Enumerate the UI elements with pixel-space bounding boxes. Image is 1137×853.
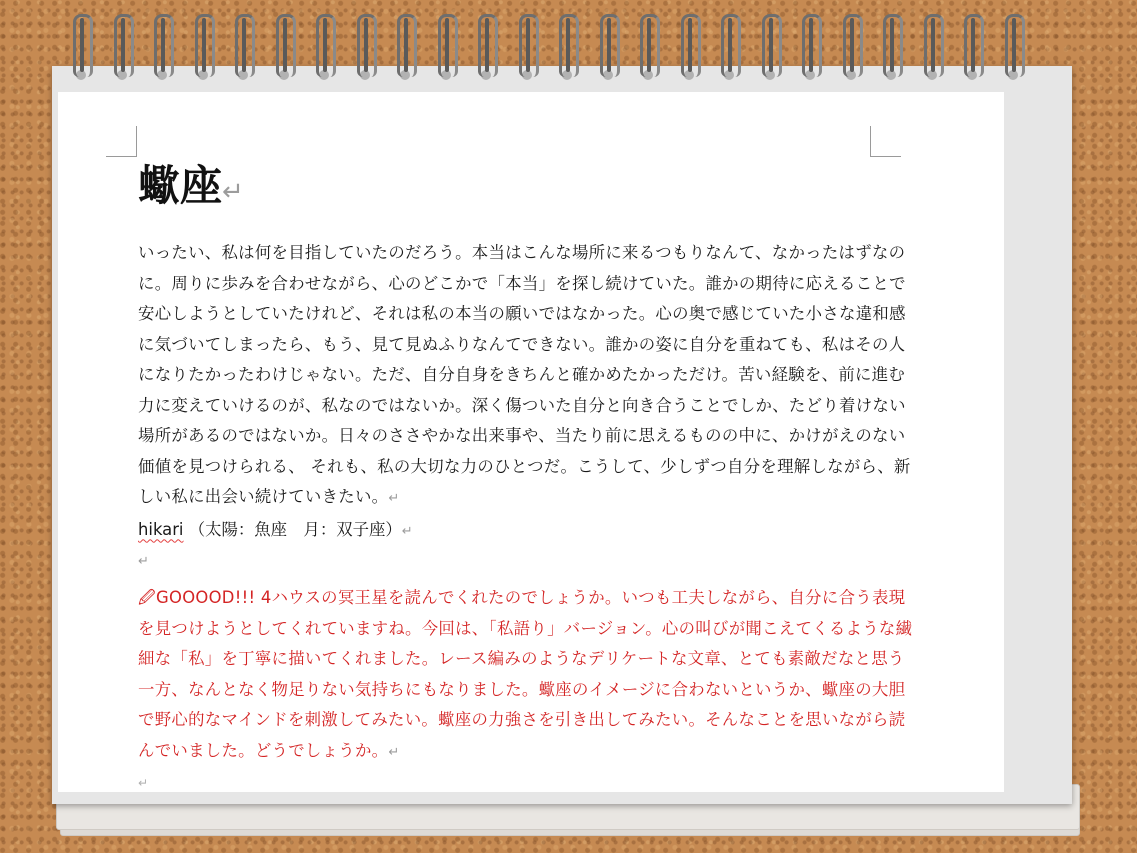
document-body bbox=[138, 158, 918, 768]
pencil-icon: 🖉 bbox=[138, 588, 156, 607]
paragraph-mark-icon: ↵ bbox=[388, 491, 400, 506]
spiral-ring bbox=[275, 14, 297, 80]
spiral-ring bbox=[801, 14, 823, 80]
spiral-ring bbox=[315, 14, 337, 80]
paragraph-mark-icon: ↵ bbox=[138, 776, 149, 790]
spiral-ring bbox=[963, 14, 985, 80]
spiral-ring bbox=[477, 14, 499, 80]
notepad-stack bbox=[52, 66, 1080, 838]
spiral-ring bbox=[720, 14, 742, 80]
spiral-ring bbox=[113, 14, 135, 80]
author-detail: （太陽：魚座 月：双子座） bbox=[188, 519, 402, 539]
spiral-ring bbox=[680, 14, 702, 80]
spiral-ring bbox=[599, 14, 621, 80]
comment-text: GOOOOD!!! 4ハウスの冥王星を読んでくれたのでしょうか。いつも工夫しながら、自分に合う表現を見つけようとしてくれていますね。今回は、「私語り」バージョン。心の叫びが聞こえてくるような繊細な「私」を丁寧に描いてくれました。レース編みのようなデリケートな文章、とても素敵だなと思う一方、なんとなく物足りない気持ちにもなりました。蠍座のイメージに合わないというか、蠍座の大胆で野心的なマインドを刺激してみたい。蠍座の力強さを引き出してみたい。そんなことを思いながら読んでいました。どうでしょうか。 bbox=[138, 588, 913, 760]
spiral-ring bbox=[72, 14, 94, 80]
spiral-ring bbox=[639, 14, 661, 80]
author-line bbox=[138, 515, 918, 548]
paragraph-mark-icon: ↵ bbox=[401, 523, 413, 539]
spiral-ring bbox=[1004, 14, 1026, 80]
spiral-ring bbox=[153, 14, 175, 80]
spiral-ring bbox=[194, 14, 216, 80]
margin-corner-top-right bbox=[870, 126, 901, 157]
document-title bbox=[138, 158, 918, 220]
document-page bbox=[58, 92, 1004, 792]
body-text: いったい、私は何を目指していたのだろう。本当はこんな場所に来るつもりなんて、なかったはずなのに。周りに歩みを合わせながら、心のどこかで「本当」を探し続けていた。誰かの期待に応えることで安心しようとしていたけれど、それは私の本当の願いではなかった。心の奥で感じていた小さな違和感に気づいてしまったら、もう、見て見ぬふりなんてできない。誰かの姿に自分を重ねても、私はその人になりたかったわけじゃない。ただ、自分自身をきちんと確かめたかっただけ。苦い経験を、前に進む力に変えていけるのが、私なのではないか。深く傷ついた自分と向き合うことでしか、たどり着けない場所があるのではないか。日々のささやかな出来事や、当たり前に思えるものの中に、かけがえのない価値を見つけられる、 それも、私の大切な力のひとつだ。こうして、少しずつ自分を理解しながら、新しい私に出会い続けていきたい。 bbox=[138, 243, 911, 506]
spiral-ring bbox=[518, 14, 540, 80]
title-text: 蠍座 bbox=[138, 161, 223, 210]
spiral-ring bbox=[437, 14, 459, 80]
spiral-ring bbox=[761, 14, 783, 80]
spiral-ring bbox=[234, 14, 256, 80]
spiral-ring bbox=[396, 14, 418, 80]
paragraph-mark-icon: ↵ bbox=[388, 744, 400, 760]
spiral-ring bbox=[356, 14, 378, 80]
spiral-binding bbox=[72, 14, 1062, 94]
paragraph-mark-icon: ↵ bbox=[222, 177, 244, 207]
margin-corner-top-left bbox=[106, 126, 137, 157]
body-paragraph bbox=[138, 238, 918, 515]
notepad bbox=[52, 66, 1072, 804]
review-comment bbox=[138, 583, 918, 768]
author-name: hikari bbox=[138, 519, 184, 539]
paragraph-mark-icon: ↵ bbox=[138, 554, 149, 569]
spiral-ring bbox=[923, 14, 945, 80]
spiral-ring bbox=[842, 14, 864, 80]
spiral-ring bbox=[882, 14, 904, 80]
spiral-ring bbox=[558, 14, 580, 80]
empty-paragraph bbox=[138, 547, 918, 577]
